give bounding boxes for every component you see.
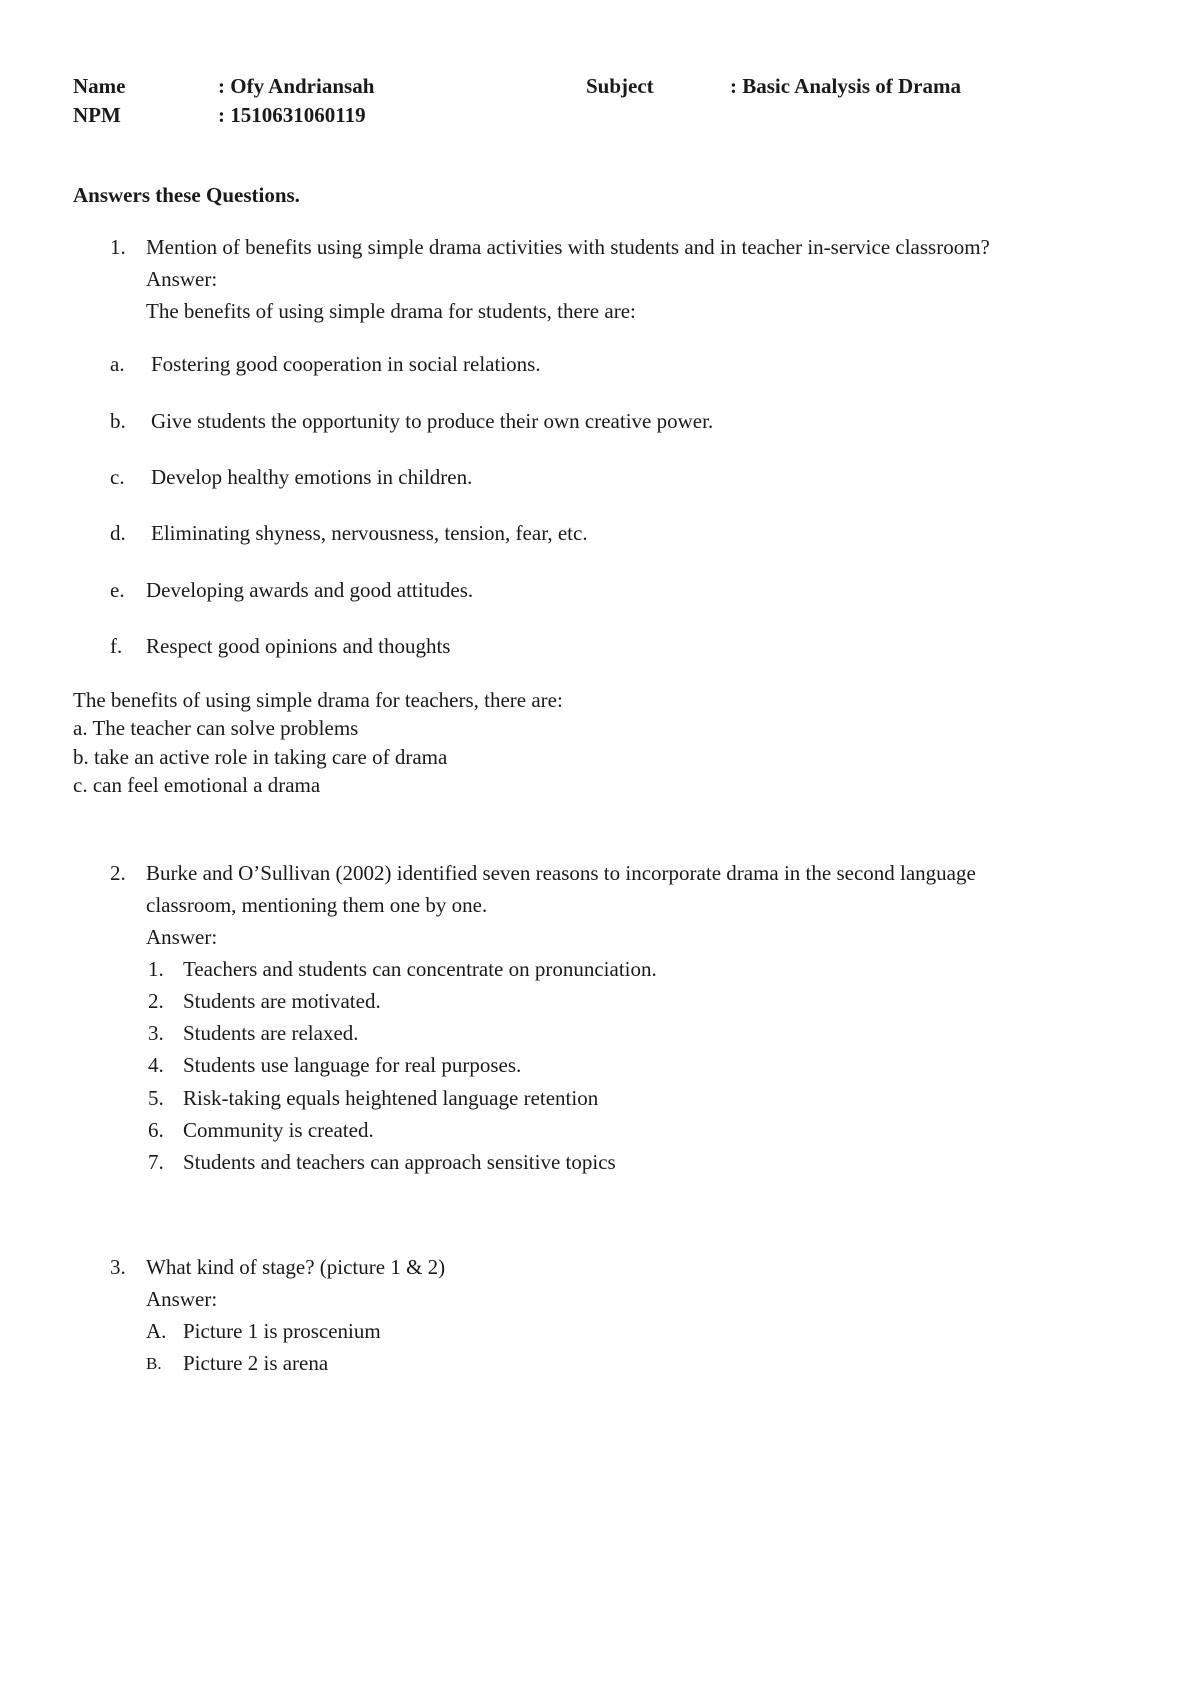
q2-item-text: Students are relaxed.	[183, 1021, 359, 1045]
q2-question-line1: Burke and O’Sullivan (2002) identified seven reasons to incorporate drama in the second language	[146, 861, 976, 885]
q1-number: 1.	[110, 235, 126, 259]
q2-item-text: Community is created.	[183, 1118, 374, 1142]
q2-item-text: Teachers and students can concentrate on pronunciation.	[183, 957, 657, 981]
q1-item-marker: a.	[110, 352, 125, 376]
q2-item-marker: 2.	[148, 989, 164, 1013]
q1-teachers-intro: The benefits of using simple drama for teachers, there are:	[73, 688, 563, 712]
q1-item-text: Respect good opinions and thoughts	[146, 634, 451, 658]
q3-item-text: Picture 2 is arena	[183, 1351, 329, 1375]
q2-item-text: Students and teachers can approach sensitive topics	[183, 1150, 616, 1174]
name-value: : Ofy Andriansah	[218, 74, 375, 98]
q2-item-text: Students use language for real purposes.	[183, 1053, 522, 1077]
subject-value: : Basic Analysis of Drama	[730, 74, 961, 98]
subject-label: Subject	[586, 74, 654, 98]
q2-item-text: Students are motivated.	[183, 989, 381, 1013]
q3-item-marker: A.	[146, 1319, 167, 1343]
q1-item-text: Eliminating shyness, nervousness, tension, fear, etc.	[151, 521, 588, 545]
q2-item-marker: 5.	[148, 1086, 164, 1110]
q2-item-marker: 7.	[148, 1150, 164, 1174]
instruction-heading: Answers these Questions.	[73, 183, 300, 207]
q1-question: Mention of benefits using simple drama activities with students and in teacher in-service classroom?	[146, 235, 990, 259]
q3-question: What kind of stage? (picture 1 & 2)	[146, 1255, 446, 1279]
q2-answer-label: Answer:	[146, 925, 218, 949]
q1-teacher-item: b. take an active role in taking care of drama	[73, 745, 448, 769]
q2-question-line2: classroom, mentioning them one by one.	[146, 893, 488, 917]
npm-label: NPM	[73, 103, 121, 127]
q1-item-marker: b.	[110, 409, 126, 433]
q2-item-marker: 6.	[148, 1118, 164, 1142]
q1-item-text: Give students the opportunity to produce their own creative power.	[151, 409, 714, 433]
q1-students-intro: The benefits of using simple drama for students, there are:	[146, 299, 636, 323]
q3-answer-label: Answer:	[146, 1287, 218, 1311]
name-label: Name	[73, 74, 126, 98]
q1-item-marker: d.	[110, 521, 126, 545]
npm-value: : 1510631060119	[218, 103, 366, 127]
q2-item-marker: 1.	[148, 957, 164, 981]
q1-item-marker: f.	[110, 634, 123, 658]
q2-item-marker: 3.	[148, 1021, 164, 1045]
q1-item-marker: e.	[110, 578, 125, 602]
q3-item-marker: B.	[146, 1354, 162, 1373]
q1-item-marker: c.	[110, 465, 125, 489]
q3-number: 3.	[110, 1255, 126, 1279]
q2-item-marker: 4.	[148, 1053, 164, 1077]
q2-item-text: Risk-taking equals heightened language retention	[183, 1086, 599, 1110]
q1-item-text: Fostering good cooperation in social relations.	[151, 352, 541, 376]
q2-number: 2.	[110, 861, 126, 885]
q1-item-text: Developing awards and good attitudes.	[146, 578, 474, 602]
q3-item-text: Picture 1 is proscenium	[183, 1319, 381, 1343]
q1-teacher-item: c. can feel emotional a drama	[73, 773, 321, 797]
q1-item-text: Develop healthy emotions in children.	[151, 465, 473, 489]
q1-teacher-item: a. The teacher can solve problems	[73, 716, 359, 740]
q1-answer-label: Answer:	[146, 267, 218, 291]
